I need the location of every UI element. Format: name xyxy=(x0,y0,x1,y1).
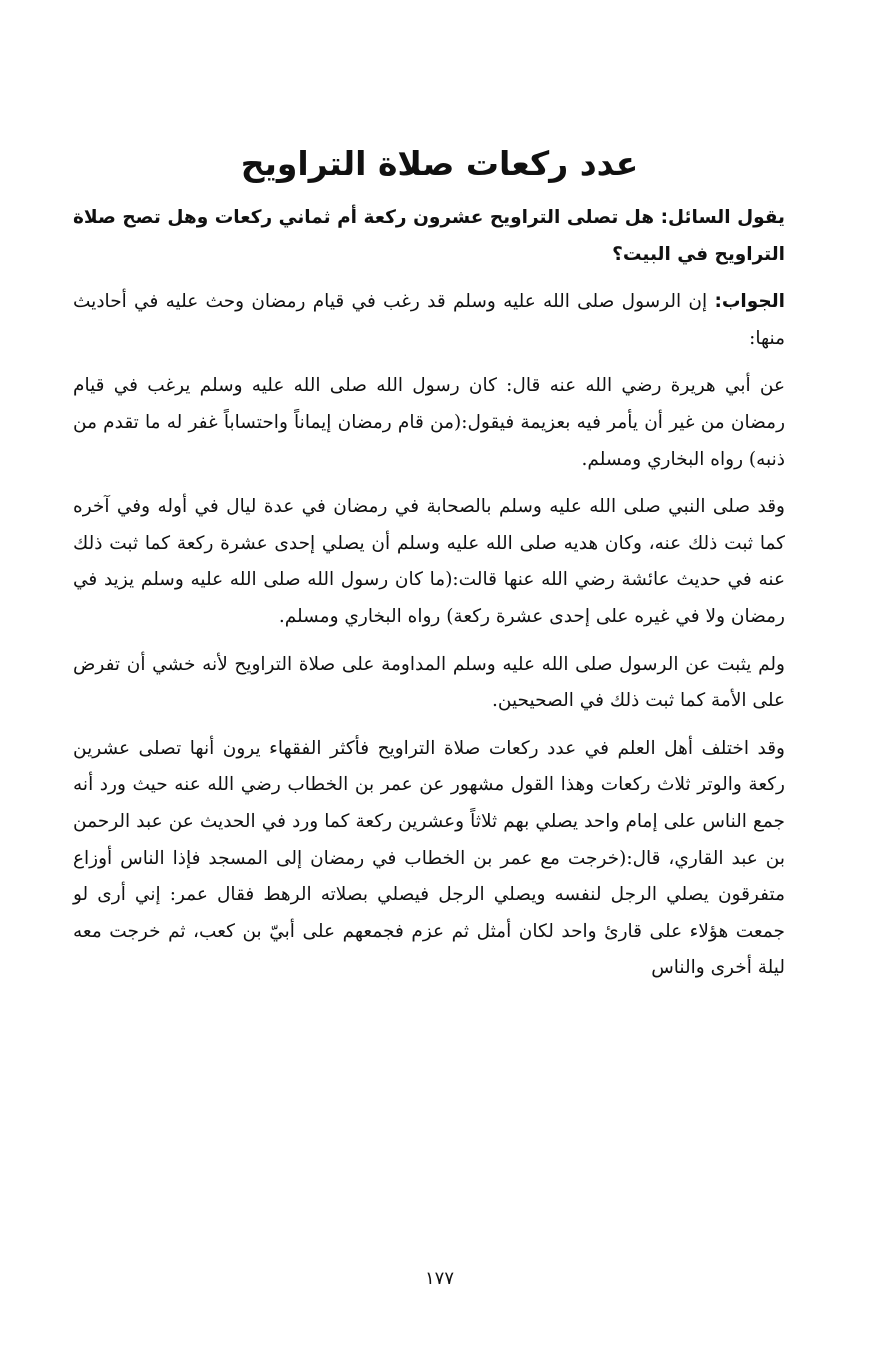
paragraph: عن أبي هريرة رضي الله عنه قال: كان رسول الله صلى الله عليه وسلم يرغب في قيام رمضان من غير أن يأمر فيه بعزيمة فيقول:(من قام رمضان إيماناً واحتساباً غفر له ما تقدم من ذنبه) رواه البخاري ومسلم. xyxy=(73,375,785,470)
answer-paragraph xyxy=(73,284,785,357)
paragraph: ولم يثبت عن الرسول صلى الله عليه وسلم المداومة على صلاة التراويح لأنه خشي أن تفرض على الأمة كما ثبت ذلك في الصحيحين. xyxy=(73,653,785,712)
page-title: عدد ركعات صلاة التراويح xyxy=(240,144,639,183)
paragraph: وقد صلى النبي صلى الله عليه وسلم بالصحابة في رمضان في عدة ليال في أوله وفي آخره كما ثبت ذلك عنه، وكان هديه صلى الله عليه وسلم أن يصلي إحدى عشرة ركعة كما ثبت ذلك عنه في حديث عائشة رضي الله عنها قالت:(ما كان رسول الله صلى الله عليه وسلم يزيد في رمضان ولا في غيره على إحدى عشرة ركعة) رواه البخاري ومسلم. xyxy=(73,496,785,627)
answer-text: إن الرسول صلى الله عليه وسلم قد رغب في قيام رمضان وحث عليه في أحاديث منها: xyxy=(73,291,785,349)
question-label: يقول السائل: xyxy=(660,207,785,228)
answer-label: الجواب: xyxy=(714,291,785,313)
question-paragraph xyxy=(73,200,785,273)
question-text: هل تصلى التراويح عشرون ركعة أم ثماني ركعات وهل تصح صلاة التراويح في البيت؟ xyxy=(73,207,785,265)
page-number: ١٧٧ xyxy=(424,1268,454,1289)
paragraph: وقد اختلف أهل العلم في عدد ركعات صلاة التراويح فأكثر الفقهاء يرون أنها تصلى عشرين ركعة والوتر ثلاث ركعات وهذا القول مشهور عن عمر بن الخطاب رضي الله عنه حيث ورد أنه جمع الناس على إمام واحد يصلي بهم ثلاثاً وعشرين ركعة كما ورد في الحديث عن عبد الرحمن بن عبد القاري، قال:(خرجت مع عمر بن الخطاب في رمضان إلى المسجد فإذا الناس أوزاع متفرقون يصلي الرجل لنفسه ويصلي الرجل فيصلي بصلاته الرهط فقال عمر: إني أرى لو جمعت هؤلاء على قارئ واحد لكان أمثل ثم عزم فجمعهم على أبيّ بن كعب، ثم خرجت معه ليلة أخرى والناس xyxy=(73,737,785,979)
body-text xyxy=(73,200,785,998)
